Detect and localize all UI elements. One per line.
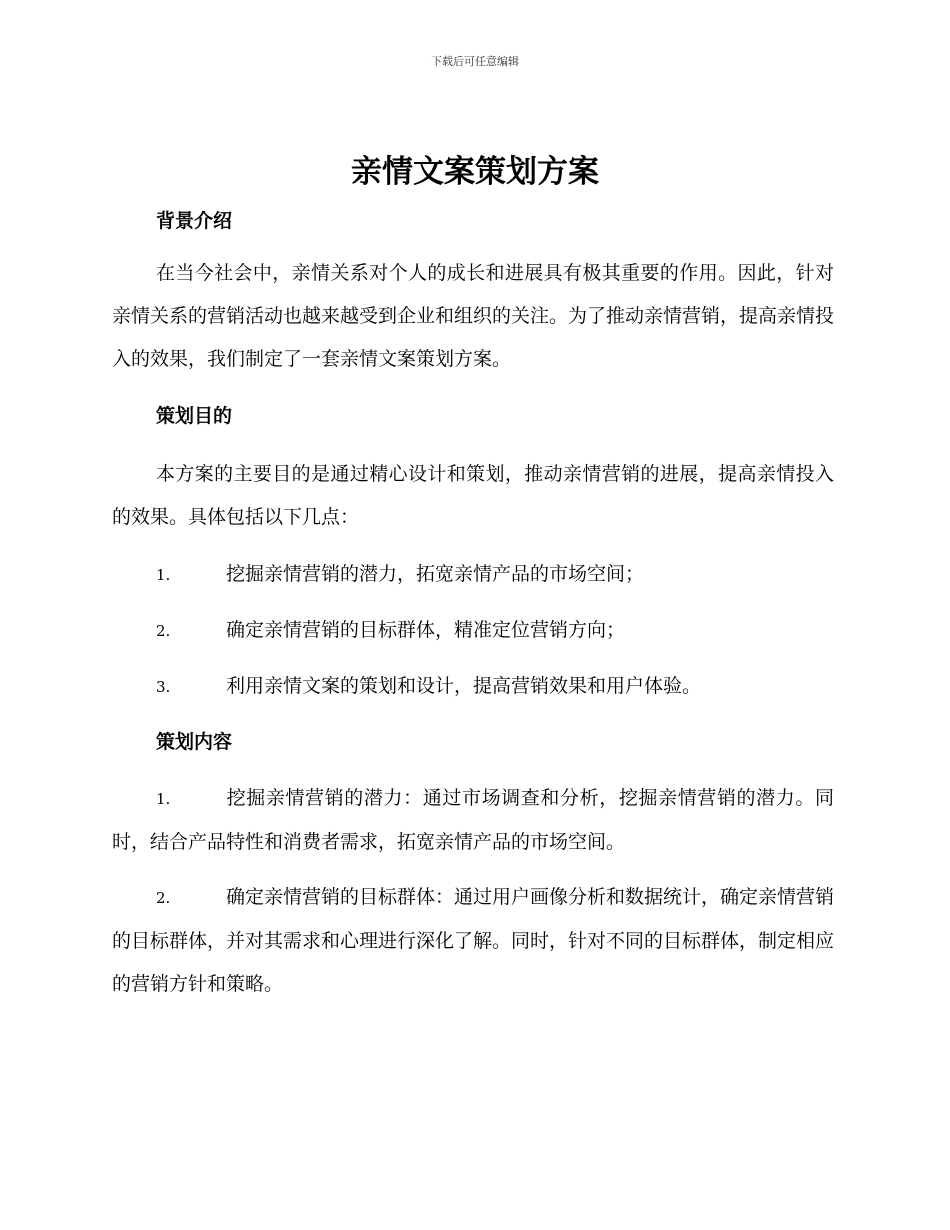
list-item: [112, 553, 834, 597]
list-item: [112, 876, 834, 1006]
section-heading: 背景介绍: [156, 210, 233, 232]
list-number: 1.: [156, 790, 171, 808]
document-title: 亲情文案策划方案: [351, 154, 599, 190]
section-background: [112, 198, 834, 381]
document-body: [112, 196, 834, 1012]
section-paragraph: 在当今社会中，亲情关系对个人的成长和进展具有极其重要的作用。因此，针对亲情关系的营销活动也越来越受到企业和组织的关注。为了推动亲情营销，提高亲情投入的效果，我们制定了一套亲情文案策划方案。: [112, 262, 835, 370]
section-purpose: [112, 393, 834, 709]
section-heading: 策划内容: [156, 731, 233, 753]
list-number: 3.: [156, 678, 171, 696]
list-item: [112, 609, 834, 653]
list-text: 利用亲情文案的策划和设计，提高营销效果和用户体验。: [226, 675, 702, 697]
list-number: 2.: [156, 622, 171, 640]
list-text: 挖掘亲情营销的潜力：通过市场调查和分析，挖掘亲情营销的潜力。同时，结合产品特性和消费者需求，拓宽亲情产品的市场空间。: [112, 787, 834, 853]
section-content: [112, 719, 834, 1006]
list-text: 挖掘亲情营销的潜力，拓宽亲情产品的市场空间；: [226, 563, 645, 585]
list-number: 1.: [156, 566, 171, 584]
list-item: [112, 665, 834, 709]
section-heading: 策划目的: [156, 405, 233, 427]
list-number: 2.: [156, 889, 171, 907]
section-paragraph: 本方案的主要目的是通过精心设计和策划，推动亲情营销的进展，提高亲情投入的效果。具体包括以下几点：: [112, 463, 834, 528]
list-text: 确定亲情营销的目标群体，精准定位营销方向；: [226, 619, 626, 641]
list-text: 确定亲情营销的目标群体：通过用户画像分析和数据统计，确定亲情营销的目标群体，并对其需求和心理进行深化了解。同时，针对不同的目标群体，制定相应的营销方针和策略。: [112, 886, 835, 995]
list-item: [112, 777, 834, 864]
page-header-note: 下载后可任意编辑: [431, 55, 519, 68]
